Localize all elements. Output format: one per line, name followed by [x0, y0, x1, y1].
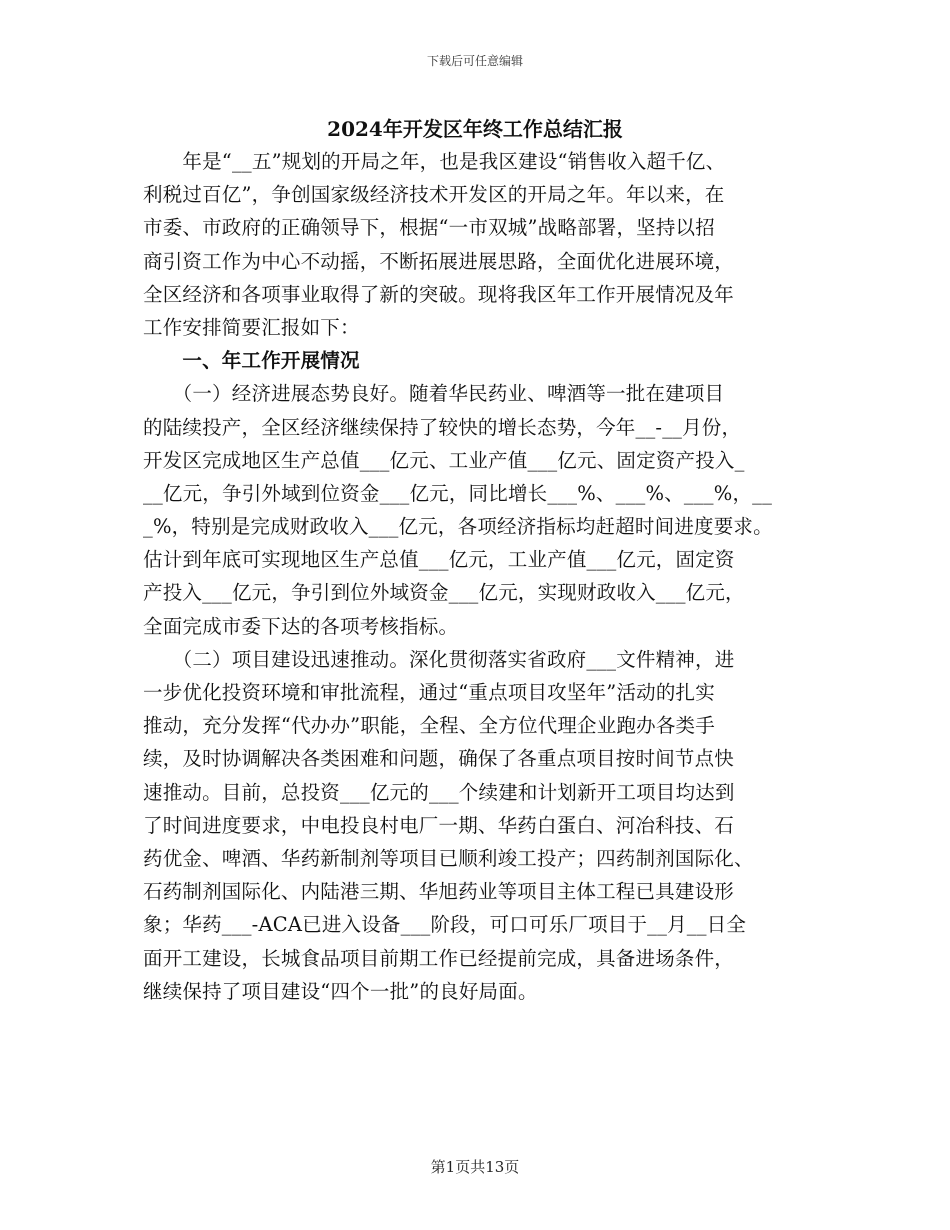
text-line: 产投入___亿元，争引到位外域资金___亿元，实现财政收入___亿元， [143, 581, 745, 605]
text-line: 续，及时协调解决各类困难和问题，确保了各重点项目按时间节点快 [143, 747, 735, 771]
text-line: 继续保持了项目建设“四个一批”的良好局面。 [143, 979, 538, 1003]
text-line: 的陆续投产，全区经济继续保持了较快的增长态势，今年__-__月份， [143, 415, 742, 439]
text-line: 速推动。目前，总投资___亿元的___个续建和计划新开工项目均达到 [143, 780, 735, 804]
page-number-footer: 第1页共13页 [430, 1158, 520, 1176]
text-line: 全面完成市委下达的各项考核指标。 [143, 614, 459, 638]
text-line: 药优金、啤酒、华药新制剂等项目已顺利竣工投产；四药制剂国际化、 [143, 846, 754, 870]
text-line: 工作安排简要汇报如下： [143, 315, 360, 339]
text-line: 开发区完成地区生产总值___亿元、工业产值___亿元、固定资产投入_ [143, 448, 745, 472]
text-line: 估计到年底可实现地区生产总值___亿元，工业产值___亿元，固定资 [143, 548, 735, 572]
text-line: 推动，充分发挥“代办办”职能，全程、全方位代理企业跑办各类手 [143, 714, 715, 738]
text-line: （一）经济进展态势良好。随着华民药业、啤酒等一批在建项目 [143, 382, 725, 406]
text-line: 一步优化投资环境和审批流程，通过“重点项目攻坚年”活动的扎实 [143, 681, 715, 704]
text-line: （二）项目建设迅速推动。深化贯彻落实省政府___文件精神，进 [143, 647, 735, 671]
text-line: _%，特别是完成财政收入___亿元，各项经济指标均赶超时间进度要求。 [143, 515, 773, 539]
document-body [143, 145, 823, 1008]
text-line: 利税过百亿”，争创国家级经济技术开发区的开局之年。年以来，在 [143, 183, 725, 207]
text-line: 年是“__五”规划的开局之年，也是我区建设“销售收入超千亿、 [143, 150, 726, 173]
text-line: 了时间进度要求，中电投良村电厂一期、华药白蛋白、河冶科技、石 [143, 813, 735, 837]
text-line: 象；华药___-ACA已进入设备___阶段，可口可乐厂项目于__月__日全 [143, 913, 747, 937]
page-header-note: 下载后可任意编辑 [426, 54, 523, 68]
text-line: 市委、市政府的正确领导下，根据“一市双城”战略部署，坚持以招 [143, 216, 715, 240]
text-line: __亿元，争引外域到位资金___亿元，同比增长___%、___%、___%，__ [143, 481, 773, 505]
text-line: 面开工建设，长城食品项目前期工作已经提前完成，具备进场条件， [143, 946, 735, 970]
text-line: 商引资工作为中心不动摇，不断拓展进展思路，全面优化进展环境， [143, 249, 735, 273]
text-line: 全区经济和各项事业取得了新的突破。现将我区年工作开展情况及年 [143, 282, 735, 306]
section-heading: 一、年工作开展情况 [143, 349, 360, 373]
document-title: 2024年开发区年终工作总结汇报 [327, 117, 623, 141]
text-line: 石药制剂国际化、内陆港三期、华旭药业等项目主体工程已具建设形 [143, 880, 735, 904]
